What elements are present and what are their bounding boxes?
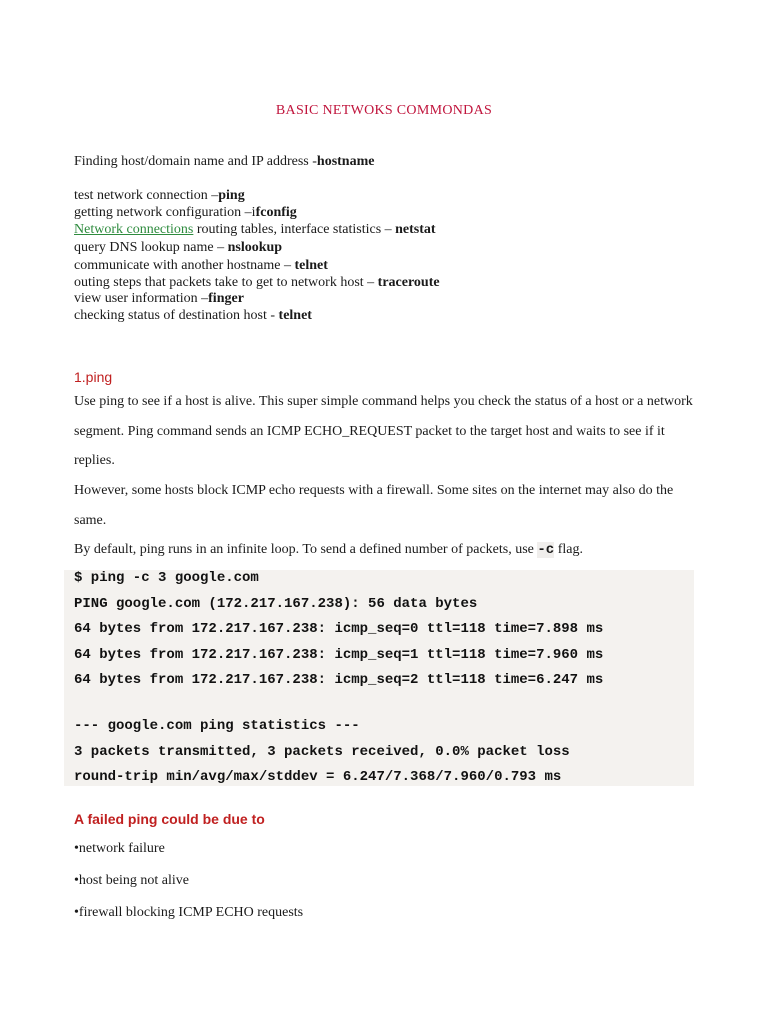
command-desc: communicate with another hostname –: [74, 258, 295, 273]
ping-paragraph-3: [74, 535, 704, 566]
command-line: [74, 307, 312, 324]
code-line: 64 bytes from 172.217.167.238: icmp_seq=1 ttl=118 time=7.960 ms: [74, 647, 604, 663]
command-name: finger: [208, 291, 244, 306]
command-line: [74, 239, 282, 256]
code-line: $ ping -c 3 google.com: [74, 570, 259, 586]
para3-text: By default, ping runs in an infinite loop. To send a defined number of packets, use: [74, 542, 538, 557]
command-desc: getting network configuration –i: [74, 205, 256, 220]
failed-reason-item: •network failure: [74, 841, 165, 856]
para3-text-end: flag.: [554, 542, 583, 557]
code-line: PING google.com (172.217.167.238): 56 data bytes: [74, 596, 478, 612]
command-name: nslookup: [227, 240, 283, 255]
command-line: [74, 187, 245, 204]
code-line: 3 packets transmitted, 3 packets received, 0.0% packet loss: [74, 744, 570, 760]
ping-paragraph-1: Use ping to see if a host is alive. This super simple command helps you check the status of a host or a network segment. Ping command sends an ICMP ECHO_REQUEST packet to the target host and waits to see if it replies.: [74, 394, 693, 468]
command-desc: view user information –: [74, 291, 209, 306]
command-name: telnet: [278, 308, 312, 323]
command-desc: routing tables, interface statistics –: [193, 222, 396, 237]
command-desc: outing steps that packets take to get to network host –: [74, 275, 378, 290]
failed-reason-item: •host being not alive: [74, 873, 189, 888]
intro-line: [74, 153, 374, 170]
network-connections-link[interactable]: Network connections: [74, 222, 194, 237]
command-name: netstat: [395, 222, 436, 237]
failed-ping-heading: A failed ping could be due to: [74, 811, 265, 827]
command-desc: checking status of destination host -: [74, 308, 279, 323]
section-heading-ping: 1.ping: [74, 369, 113, 385]
code-line: round-trip min/avg/max/stddev = 6.247/7.368/7.960/0.793 ms: [74, 769, 562, 785]
failed-reason-item: •firewall blocking ICMP ECHO requests: [74, 905, 304, 920]
command-name: ping: [218, 188, 245, 203]
code-line: 64 bytes from 172.217.167.238: icmp_seq=2 ttl=118 time=6.247 ms: [74, 672, 604, 688]
command-line: [74, 204, 297, 221]
command-name: telnet: [294, 258, 328, 273]
command-line: [74, 221, 436, 238]
command-desc: test network connection –: [74, 188, 219, 203]
command-name: traceroute: [377, 275, 440, 290]
intro-cmd: hostname: [316, 154, 375, 169]
code-line: --- google.com ping statistics ---: [74, 718, 360, 734]
c-flag: -c: [537, 542, 555, 558]
command-line: [74, 274, 440, 291]
command-line: [74, 257, 328, 274]
command-name: fconfig: [255, 205, 297, 220]
intro-text: Finding host/domain name and IP address -: [74, 154, 317, 169]
command-desc: query DNS lookup name –: [74, 240, 228, 255]
ping-paragraph-2: However, some hosts block ICMP echo requests with a firewall. Some sites on the internet may also do the same.: [74, 483, 674, 528]
command-line: [74, 290, 244, 307]
code-line: 64 bytes from 172.217.167.238: icmp_seq=0 ttl=118 time=7.898 ms: [74, 621, 604, 637]
document-title: BASIC NETWOKS COMMONDAS: [275, 103, 493, 118]
